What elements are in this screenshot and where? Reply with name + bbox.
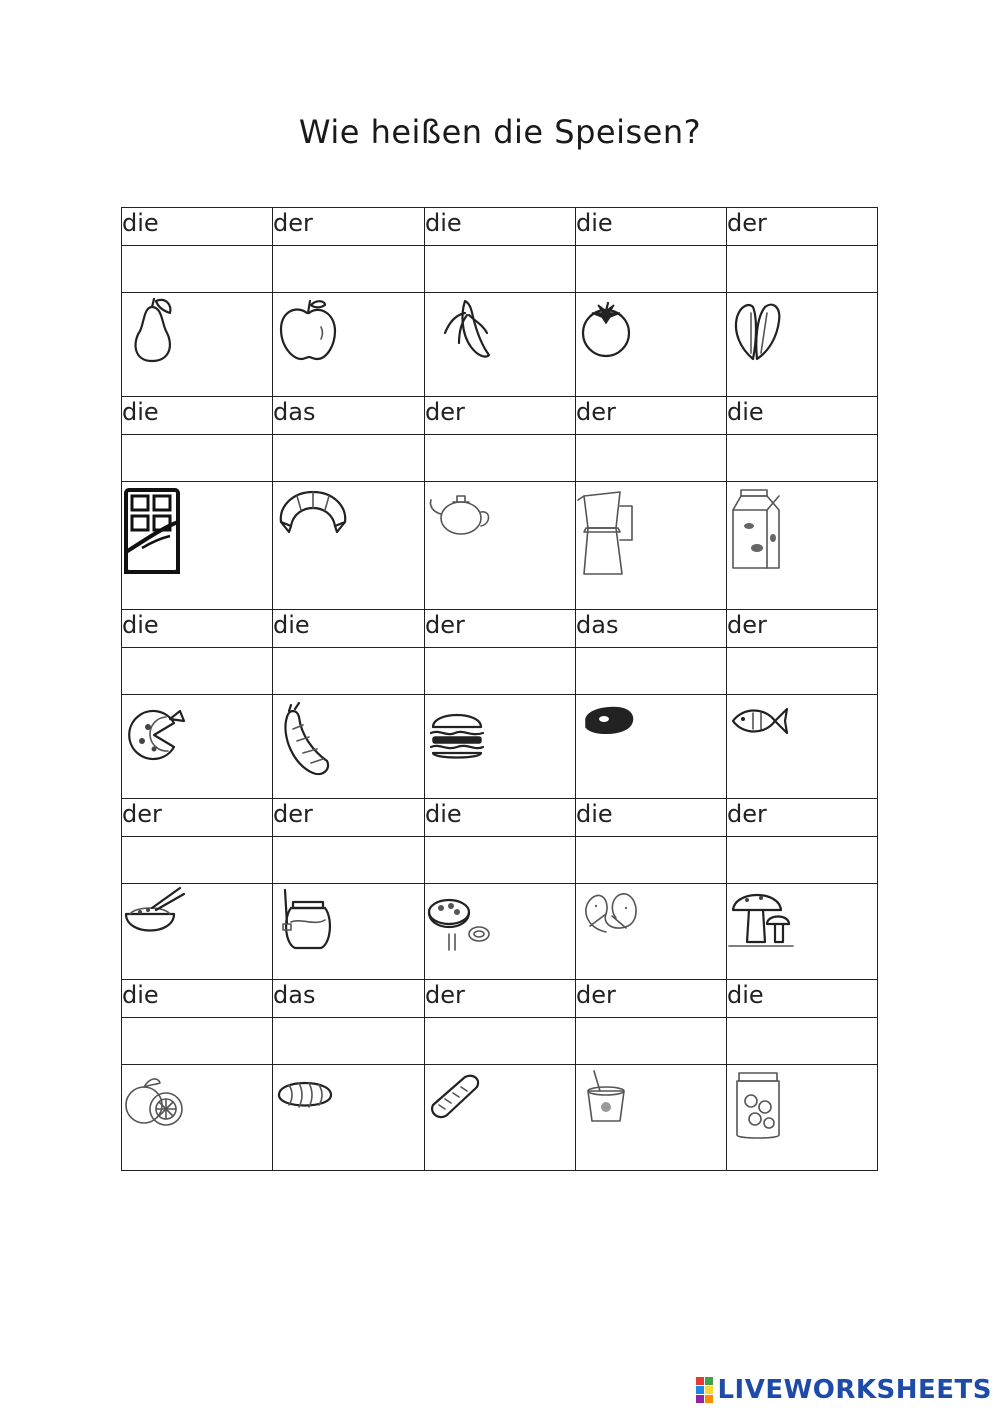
answer-field[interactable] — [273, 246, 425, 293]
pretzel-icon — [576, 884, 648, 944]
picture-cell — [122, 482, 273, 610]
article-cell: das — [273, 397, 425, 435]
answer-field[interactable] — [425, 246, 576, 293]
answer-field[interactable] — [273, 1018, 425, 1065]
article-cell: die — [122, 397, 273, 435]
answer-row — [122, 435, 878, 482]
answer-field[interactable] — [425, 837, 576, 884]
picture-cell — [122, 293, 273, 397]
answer-field[interactable] — [727, 246, 878, 293]
picture-cell — [273, 293, 425, 397]
article-cell: der — [425, 610, 576, 648]
burger-icon — [425, 695, 495, 767]
article-cell: der — [425, 980, 576, 1018]
answer-field[interactable] — [122, 837, 273, 884]
answer-field[interactable] — [122, 246, 273, 293]
picture-cell — [576, 884, 727, 980]
milk-carton-icon — [727, 482, 797, 578]
pizza-icon — [122, 695, 192, 767]
answer-field[interactable] — [576, 246, 727, 293]
answer-field[interactable] — [122, 435, 273, 482]
picture-cell — [273, 1065, 425, 1171]
article-cell: der — [727, 208, 878, 246]
honey-jar-icon — [273, 884, 343, 956]
answer-field[interactable] — [273, 837, 425, 884]
picture-row — [122, 1065, 878, 1171]
wrap-icon — [425, 1065, 497, 1125]
teapot-icon — [425, 482, 505, 542]
answer-field[interactable] — [576, 837, 727, 884]
article-cell: die — [576, 208, 727, 246]
picture-cell — [727, 293, 878, 397]
picture-row — [122, 293, 878, 397]
picture-cell — [727, 482, 878, 610]
banana-icon — [425, 293, 495, 365]
article-cell: der — [122, 799, 273, 837]
article-cell: die — [122, 208, 273, 246]
soup-plate-icon — [425, 884, 497, 956]
article-cell: die — [727, 397, 878, 435]
picture-row — [122, 482, 878, 610]
article-cell: die — [273, 610, 425, 648]
picture-cell — [727, 884, 878, 980]
article-cell: die — [425, 799, 576, 837]
worksheet-table — [121, 207, 878, 1171]
croissant-icon — [273, 482, 353, 542]
answer-field[interactable] — [576, 1018, 727, 1065]
article-row — [122, 610, 878, 648]
answer-row — [122, 648, 878, 695]
pear-icon — [122, 293, 192, 365]
answer-row — [122, 1018, 878, 1065]
picture-cell — [425, 293, 576, 397]
answer-field[interactable] — [727, 837, 878, 884]
article-cell: die — [122, 980, 273, 1018]
picture-cell — [273, 695, 425, 799]
article-cell: der — [273, 208, 425, 246]
yogurt-icon — [576, 1065, 648, 1137]
article-row — [122, 208, 878, 246]
picture-cell — [727, 1065, 878, 1171]
steak-icon — [576, 695, 646, 755]
answer-row — [122, 246, 878, 293]
article-cell: das — [576, 610, 727, 648]
picture-cell — [122, 1065, 273, 1171]
picture-cell — [576, 695, 727, 799]
picture-cell — [576, 1065, 727, 1171]
answer-field[interactable] — [425, 648, 576, 695]
liveworksheets-logo[interactable] — [696, 1375, 992, 1405]
answer-field[interactable] — [122, 648, 273, 695]
article-cell: die — [122, 610, 273, 648]
answer-field[interactable] — [576, 435, 727, 482]
answer-field[interactable] — [425, 435, 576, 482]
rice-bowl-icon — [122, 884, 192, 944]
picture-row — [122, 695, 878, 799]
picture-cell — [576, 482, 727, 610]
fish-icon — [727, 695, 797, 755]
answer-field[interactable] — [273, 435, 425, 482]
answer-field[interactable] — [425, 1018, 576, 1065]
page-title: Wie heißen die Speisen? — [298, 113, 702, 151]
article-cell: der — [576, 397, 727, 435]
article-cell: der — [273, 799, 425, 837]
answer-field[interactable] — [727, 1018, 878, 1065]
lettuce-icon — [727, 293, 797, 365]
picture-cell — [425, 1065, 576, 1171]
article-cell: der — [425, 397, 576, 435]
sausage-icon — [273, 695, 343, 779]
answer-field[interactable] — [576, 648, 727, 695]
tomato-icon — [576, 293, 646, 365]
apple-icon — [273, 293, 343, 365]
article-cell: die — [727, 980, 878, 1018]
article-row — [122, 799, 878, 837]
picture-cell — [273, 884, 425, 980]
article-cell: die — [576, 799, 727, 837]
picture-cell — [727, 695, 878, 799]
bread-icon — [273, 1065, 345, 1125]
article-row — [122, 980, 878, 1018]
picture-cell — [576, 293, 727, 397]
picture-cell — [273, 482, 425, 610]
picture-row — [122, 884, 878, 980]
picture-cell — [122, 695, 273, 799]
article-cell: der — [727, 610, 878, 648]
logo-text: LIVEWORKSHEETS — [717, 1375, 992, 1405]
answer-field[interactable] — [727, 435, 878, 482]
article-cell: der — [727, 799, 878, 837]
picture-cell — [425, 695, 576, 799]
answer-field[interactable] — [273, 648, 425, 695]
answer-field[interactable] — [122, 1018, 273, 1065]
answer-field[interactable] — [727, 648, 878, 695]
mushroom-icon — [727, 884, 799, 956]
picture-cell — [122, 884, 273, 980]
article-row — [122, 397, 878, 435]
jam-jar-icon — [727, 1065, 799, 1145]
picture-cell — [425, 884, 576, 980]
article-cell: der — [576, 980, 727, 1018]
answer-row — [122, 837, 878, 884]
chocolate-icon — [122, 482, 192, 578]
article-cell: die — [425, 208, 576, 246]
orange-icon — [122, 1065, 194, 1137]
logo-mark — [696, 1377, 713, 1403]
picture-cell — [425, 482, 576, 610]
coffee-pot-icon — [576, 482, 646, 582]
article-cell: das — [273, 980, 425, 1018]
